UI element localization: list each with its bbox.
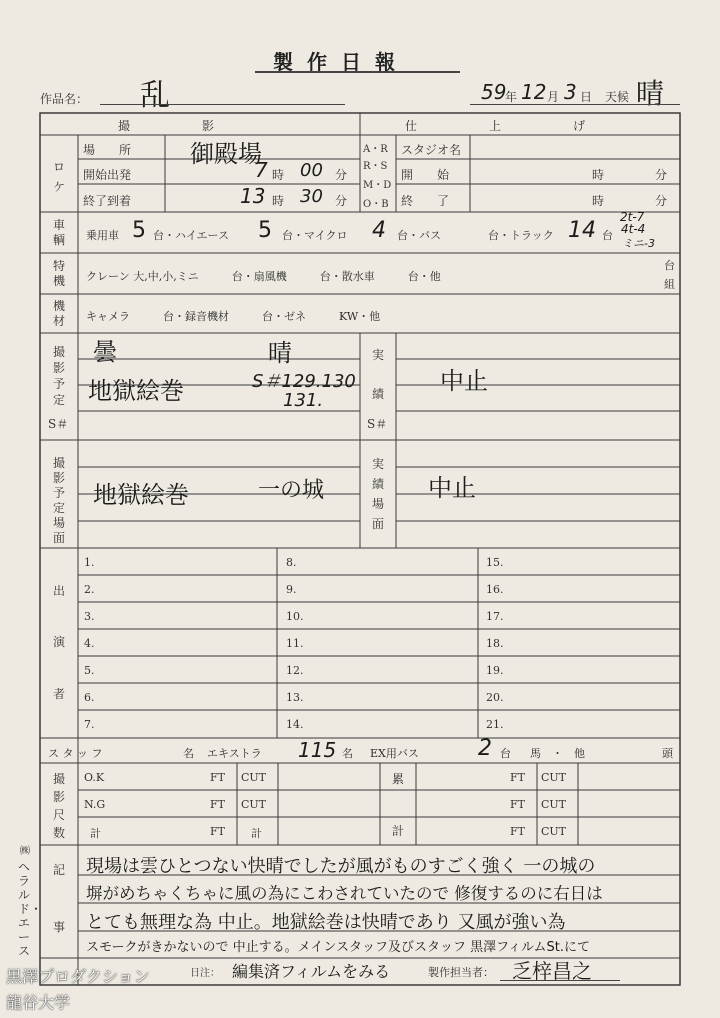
extra-unit: 名 xyxy=(342,747,353,760)
footage-side-2: 影 xyxy=(52,790,65,804)
actual-place-side-1: 実 xyxy=(371,457,384,471)
place-side-4: 定 xyxy=(52,501,65,515)
cut-label: CUT xyxy=(241,798,267,811)
vehicles-side: 車輌 xyxy=(52,218,65,247)
micro-value: 4 xyxy=(372,218,386,243)
cast-num: 8. xyxy=(286,556,297,569)
total-label: 計 xyxy=(90,827,101,840)
plan-line2-b: S＃129.130 xyxy=(252,371,356,392)
cast-num: 17. xyxy=(486,610,504,623)
place-side-3: 予 xyxy=(52,486,65,500)
total-cut-label: 計 xyxy=(251,827,262,840)
actual-side-2: 績 xyxy=(371,387,384,401)
bus-label: 台・バス xyxy=(397,229,441,242)
bus-unit: 台 xyxy=(500,747,511,760)
footage-side-4: 数 xyxy=(52,826,65,840)
truck-tail: 台 xyxy=(602,229,613,242)
place-label: 場 所 xyxy=(83,143,132,157)
hiace-label: 台・ハイエース xyxy=(153,229,230,242)
cast-num: 11. xyxy=(286,637,304,650)
plan-side-2: 影 xyxy=(52,361,65,375)
watermark-line-1: 黒澤プロダクション xyxy=(6,967,150,986)
cast-num: 15. xyxy=(486,556,504,569)
cut-label: CUT xyxy=(541,798,567,811)
cast-num: 3. xyxy=(84,610,95,623)
special-side: 特機 xyxy=(52,259,65,288)
cast-side-2: 演 xyxy=(52,635,65,649)
form-title: 製作日報 xyxy=(273,50,409,74)
remark-label: 日注： xyxy=(190,968,220,979)
actual-place-side-4: 面 xyxy=(371,517,384,531)
plan-line1-b: 晴 xyxy=(268,339,292,367)
special-tail-2: 組 xyxy=(664,278,675,291)
plan-side-1: 撮 xyxy=(52,345,65,359)
code-ob: O・B xyxy=(363,199,389,210)
car-label: 乗用車 xyxy=(86,229,119,242)
actual-side-s: S＃ xyxy=(367,417,388,431)
date-day: 3 xyxy=(564,80,577,104)
producer-label: 製作担当者： xyxy=(428,966,494,979)
shoot-header: 撮 影 xyxy=(118,119,215,133)
special-text: クレーン 大,中,小,ミニ 台・扇風機 台・散水車 台・他 xyxy=(86,270,441,283)
date-month: 12 xyxy=(521,80,547,104)
loc-side-1: ロ xyxy=(52,160,65,174)
ft-label: FT xyxy=(510,798,525,811)
exbus-value: 2 xyxy=(478,736,492,761)
plan-side-s: S＃ xyxy=(48,417,69,431)
margin-text: ヘラルド・エース xyxy=(18,860,43,958)
actual-side-1: 実 xyxy=(371,348,384,362)
day-unit: 日 xyxy=(580,90,593,104)
cast-num: 14. xyxy=(286,718,304,731)
truck-note-2: 4t-4 xyxy=(621,222,646,236)
depart-min-unit: 分 xyxy=(335,168,348,182)
code-rs: R・S xyxy=(363,161,388,172)
ng-label: N.G xyxy=(84,798,106,811)
year-unit: 年 xyxy=(505,90,518,104)
end-label: 終 了 xyxy=(401,194,450,208)
plan-place-b: 一の城 xyxy=(258,478,325,503)
cast-num: 19. xyxy=(486,664,504,677)
start-hour-unit: 時 xyxy=(592,168,605,182)
month-unit: 月 xyxy=(547,90,560,104)
depart-label: 開始出発 xyxy=(83,168,132,182)
end-hour-unit: 時 xyxy=(592,194,605,208)
cast-num: 5. xyxy=(84,664,95,677)
cast-num: 2. xyxy=(84,583,95,596)
cast-num: 1. xyxy=(84,556,95,569)
cum-side-1: 累 xyxy=(391,772,404,786)
ft-label: FT xyxy=(210,798,225,811)
exbus-label: EX用バス xyxy=(370,747,419,760)
truck-value: 14 xyxy=(568,218,596,243)
weather-value: 晴 xyxy=(636,77,665,110)
special-tail-1: 台 xyxy=(664,259,675,272)
arrive-hour: 13 xyxy=(240,184,266,208)
truck-note-1: 2t-7 xyxy=(620,210,645,224)
arrive-min-unit: 分 xyxy=(335,194,348,208)
cut-label: CUT xyxy=(541,771,567,784)
cast-side-1: 出 xyxy=(52,584,65,598)
cast-num: 10. xyxy=(286,610,304,623)
place-side-6: 面 xyxy=(52,531,65,545)
cum-side-2: 計 xyxy=(391,824,404,838)
footage-side-3: 尺 xyxy=(52,808,65,822)
cast-num: 7. xyxy=(84,718,95,731)
extra-value: 115 xyxy=(298,738,337,762)
actual-place-side-2: 績 xyxy=(371,477,384,491)
producer-underline xyxy=(500,980,620,981)
hiace-value: 5 xyxy=(258,218,272,243)
cast-num: 12. xyxy=(286,664,304,677)
ft-label: FT xyxy=(210,825,225,838)
start-min-unit: 分 xyxy=(655,168,668,182)
notes-line-2: 塀がめちゃくちゃに風の為にこわされていたので 修復するのに右日は xyxy=(86,884,603,903)
place-side-5: 場 xyxy=(52,516,65,530)
ft-label: FT xyxy=(510,771,525,784)
cast-num: 21. xyxy=(486,718,504,731)
start-label: 開 始 xyxy=(401,168,450,182)
code-ar: A・R xyxy=(363,144,388,155)
place-side-1: 撮 xyxy=(52,456,65,470)
ft-label: FT xyxy=(210,771,225,784)
notes-side-2: 事 xyxy=(52,920,65,934)
notes-side-1: 記 xyxy=(52,863,65,877)
notes-line-3: とても無理な為 中止。地獄絵巻は快晴であり 又風が強い為 xyxy=(86,912,566,933)
finish-header: 仕 上 げ xyxy=(405,119,586,133)
margin-mark: ㈱ xyxy=(20,846,30,857)
plan-side-4: 定 xyxy=(52,393,65,407)
cast-num: 20. xyxy=(486,691,504,704)
work-label: 作品名： xyxy=(40,92,89,106)
arrive-label: 終了到着 xyxy=(83,194,132,208)
cast-num: 4. xyxy=(84,637,95,650)
cast-num: 18. xyxy=(486,637,504,650)
cut-label: CUT xyxy=(541,825,567,838)
cast-num: 9. xyxy=(286,583,297,596)
plan-line1-a: 曇 xyxy=(93,338,117,366)
ok-label: O.K xyxy=(84,771,105,784)
plan-line3: 131. xyxy=(283,390,324,411)
ft-label: FT xyxy=(510,825,525,838)
work-value: 乱 xyxy=(140,78,170,113)
end-min-unit: 分 xyxy=(655,194,668,208)
studio-label: スタジオ名 xyxy=(401,143,462,157)
notes-line-5: 編集済フィルムをみる xyxy=(232,962,391,981)
plan-side-3: 予 xyxy=(52,377,65,391)
actual-place-value: 中止 xyxy=(428,474,476,502)
place-value: 御殿場 xyxy=(190,140,262,168)
staff-unit: 名 xyxy=(183,747,194,760)
cast-num: 16. xyxy=(486,583,504,596)
plan-place-a: 地獄絵巻 xyxy=(93,481,189,509)
depart-hour-unit: 時 xyxy=(272,168,285,182)
equipment-side: 機材 xyxy=(52,299,65,328)
staff-label: ス タ ッ フ xyxy=(48,747,103,760)
truck-label: 台・トラック xyxy=(488,229,554,242)
place-side-2: 影 xyxy=(52,471,65,485)
actual-place-side-3: 場 xyxy=(371,497,384,511)
arrive-hour-unit: 時 xyxy=(272,194,285,208)
extra-label: エキストラ xyxy=(207,747,262,760)
actual-scene-value: 中止 xyxy=(440,367,488,395)
date-year: 59 xyxy=(481,80,507,104)
notes-line-1: 現場は雲ひとつない快晴でしたが風がものすごく強く 一の城の xyxy=(86,856,596,877)
cast-num: 6. xyxy=(84,691,95,704)
depart-min: 00 xyxy=(300,160,323,181)
footage-side-1: 撮 xyxy=(52,772,65,786)
watermark-line-2: 龍谷大学 xyxy=(6,993,71,1012)
weather-label: 天候 xyxy=(605,90,630,104)
cast-num: 13. xyxy=(286,691,304,704)
cut-label: CUT xyxy=(241,771,267,784)
notes-line-4: スモークがきかないので 中止する。メインスタッフ及びスタッフ 黒澤フィルムSt.にて xyxy=(86,940,591,955)
micro-label: 台・マイクロ xyxy=(282,229,348,242)
arrive-min: 30 xyxy=(300,186,323,207)
truck-note-3: ミニ-3 xyxy=(622,237,655,250)
car-value: 5 xyxy=(132,218,146,243)
producer-value: 乏梓昌之 xyxy=(512,959,592,983)
loc-side-2: ケ xyxy=(52,180,65,194)
cast-side-3: 者 xyxy=(52,687,65,701)
plan-line2-a: 地獄絵巻 xyxy=(88,377,184,405)
equipment-text: キャメラ 台・録音機材 台・ゼネ KW・他 xyxy=(86,310,381,323)
horse-unit: 頭 xyxy=(662,747,673,760)
horse-label: 馬 ・ 他 xyxy=(530,747,585,760)
depart-hour: 7 xyxy=(255,158,268,182)
code-md: M・D xyxy=(363,180,392,191)
